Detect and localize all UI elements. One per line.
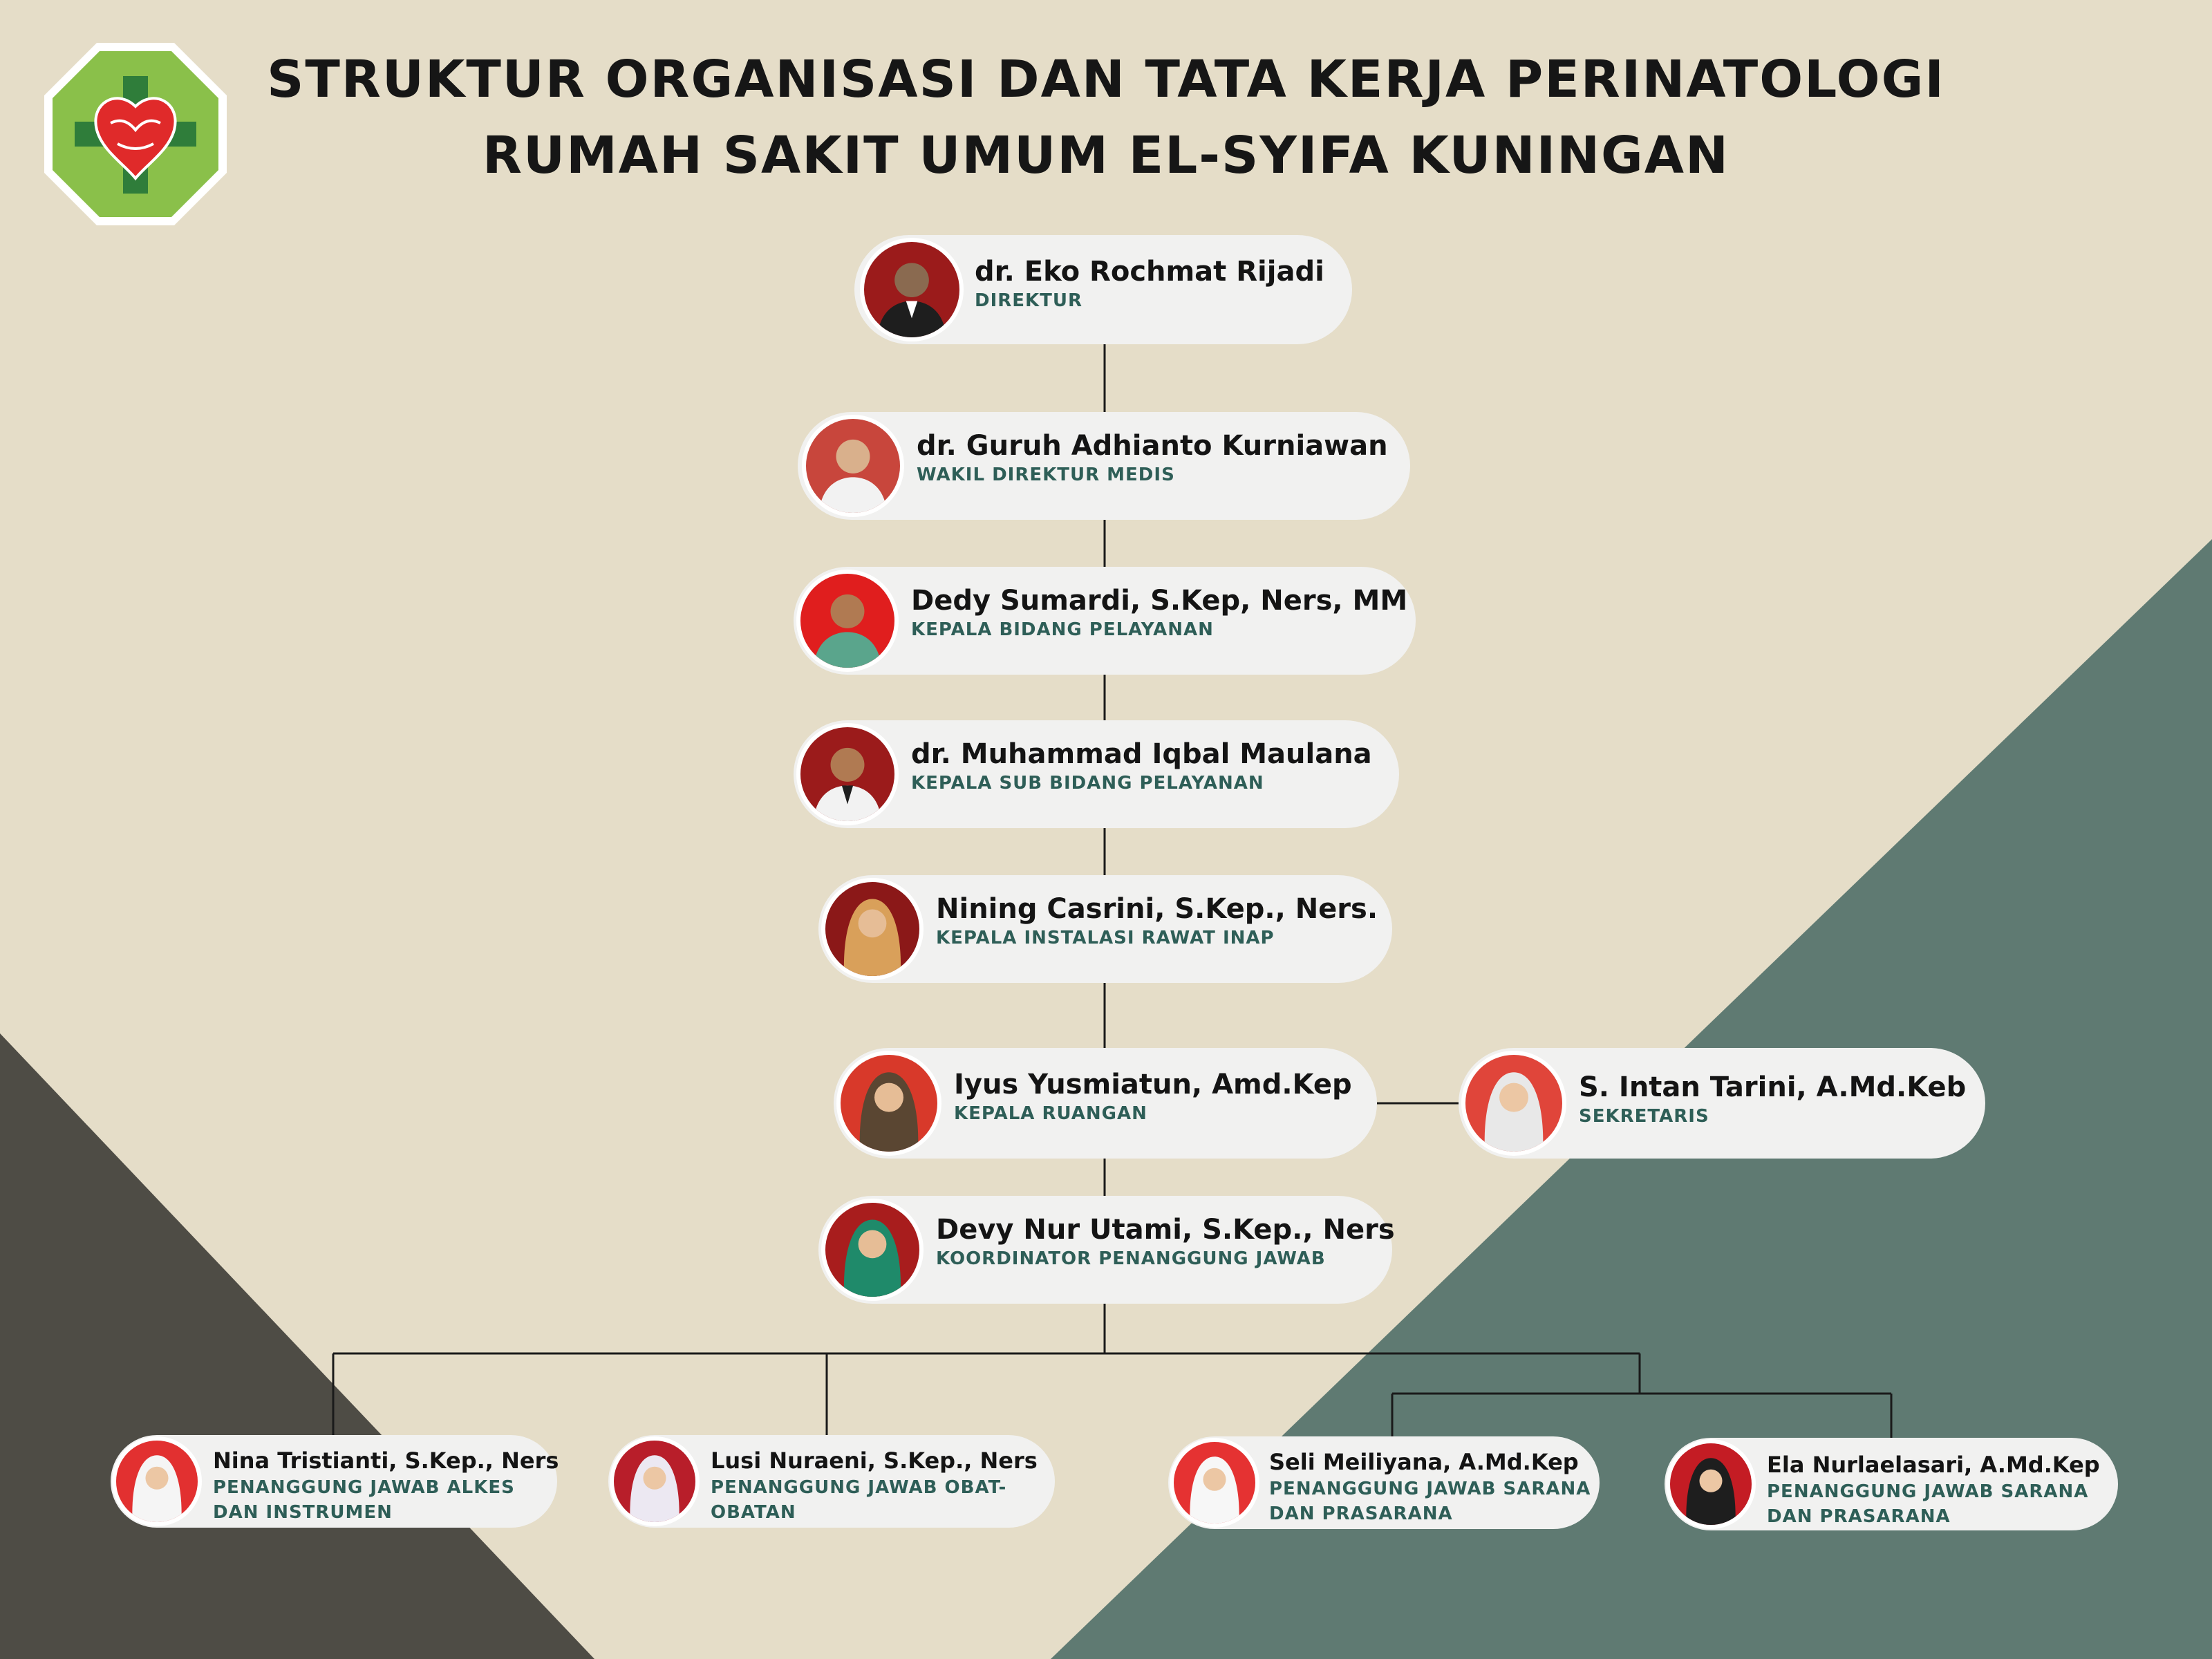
person-name: dr. Eko Rochmat Rijadi [975, 256, 1324, 288]
person-name: Lusi Nuraeni, S.Kep., Ners [711, 1447, 1038, 1474]
avatar [821, 1199, 924, 1301]
person-role: PENANGGUNG JAWAB OBAT-OBATAN [711, 1477, 1007, 1523]
person-role: KOORDINATOR PENANGGUNG JAWAB [936, 1248, 1326, 1269]
avatar [1666, 1439, 1756, 1529]
person-role: KEPALA INSTALASI RAWAT INAP [936, 928, 1275, 948]
card-pj-sarana-2 [1665, 1438, 2118, 1530]
person-role: KEPALA BIDANG PELAYANAN [911, 619, 1214, 640]
person-role: WAKIL DIREKTUR MEDIS [917, 465, 1175, 485]
card-kepala-instalasi [818, 875, 1392, 983]
person-name: Iyus Yusmiatun, Amd.Kep [954, 1069, 1352, 1100]
person-photo-icon [825, 1203, 919, 1297]
card-sekretaris [1459, 1048, 1985, 1159]
avatar [821, 878, 924, 980]
person-name: dr. Muhammad Iqbal Maulana [911, 738, 1372, 770]
person-name: Nining Casrini, S.Kep., Ners. [936, 893, 1378, 925]
card-kepala-ruangan [834, 1048, 1377, 1159]
person-photo-icon [800, 727, 894, 821]
person-photo-icon [1465, 1055, 1562, 1152]
card-wakil-direktur [798, 412, 1410, 520]
person-photo-icon [1670, 1443, 1752, 1525]
person-role: KEPALA SUB BIDANG PELAYANAN [911, 773, 1264, 794]
person-role: PENANGGUNG JAWAB SARANA DAN PRASARANA [1269, 1479, 1591, 1524]
person-photo-icon [800, 574, 894, 668]
avatar [860, 238, 964, 341]
person-photo-icon [806, 419, 900, 513]
person-name: Dedy Sumardi, S.Kep, Ners, MM [911, 585, 1408, 617]
avatar [796, 570, 899, 672]
avatar [802, 415, 904, 517]
avatar [112, 1436, 202, 1526]
avatar [1461, 1051, 1566, 1156]
avatar [1170, 1438, 1259, 1528]
card-pj-obat [608, 1435, 1055, 1528]
person-photo-icon [116, 1441, 198, 1522]
card-kepala-sub-bidang [794, 720, 1399, 828]
card-direktur [854, 235, 1352, 344]
page-subtitle: RUMAH SAKIT UMUM EL-SYIFA KUNINGAN [482, 126, 1730, 185]
person-role: DIREKTUR [975, 290, 1083, 311]
avatar [796, 723, 899, 825]
page-title: STRUKTUR ORGANISASI DAN TATA KERJA PERINATOLOGI [267, 50, 1945, 109]
card-koordinator [818, 1196, 1395, 1304]
person-name: dr. Guruh Adhianto Kurniawan [917, 430, 1388, 462]
person-name: Ela Nurlaelasari, A.Md.Kep [1767, 1452, 2100, 1478]
person-role: PENANGGUNG JAWAB ALKES DAN INSTRUMEN [213, 1477, 515, 1523]
person-role: SEKRETARIS [1579, 1106, 1709, 1127]
card-kepala-bidang [794, 567, 1416, 675]
person-photo-icon [825, 882, 919, 976]
avatar [610, 1436, 700, 1526]
card-pj-alkes [111, 1435, 557, 1528]
person-photo-icon [841, 1055, 937, 1152]
card-pj-sarana-1 [1168, 1436, 1600, 1529]
person-name: S. Intan Tarini, A.Md.Keb [1579, 1071, 1967, 1103]
person-role: KEPALA RUANGAN [954, 1103, 1147, 1124]
person-name: Nina Tristianti, S.Kep., Ners [213, 1447, 559, 1474]
avatar [836, 1051, 941, 1156]
person-photo-icon [1174, 1442, 1255, 1524]
person-photo-icon [864, 242, 959, 337]
person-role: PENANGGUNG JAWAB SARANA DAN PRASARANA [1767, 1481, 2089, 1527]
person-photo-icon [614, 1441, 695, 1522]
person-name: Devy Nur Utami, S.Kep., Ners [936, 1214, 1395, 1246]
person-name: Seli Meiliyana, A.Md.Kep [1269, 1449, 1579, 1475]
